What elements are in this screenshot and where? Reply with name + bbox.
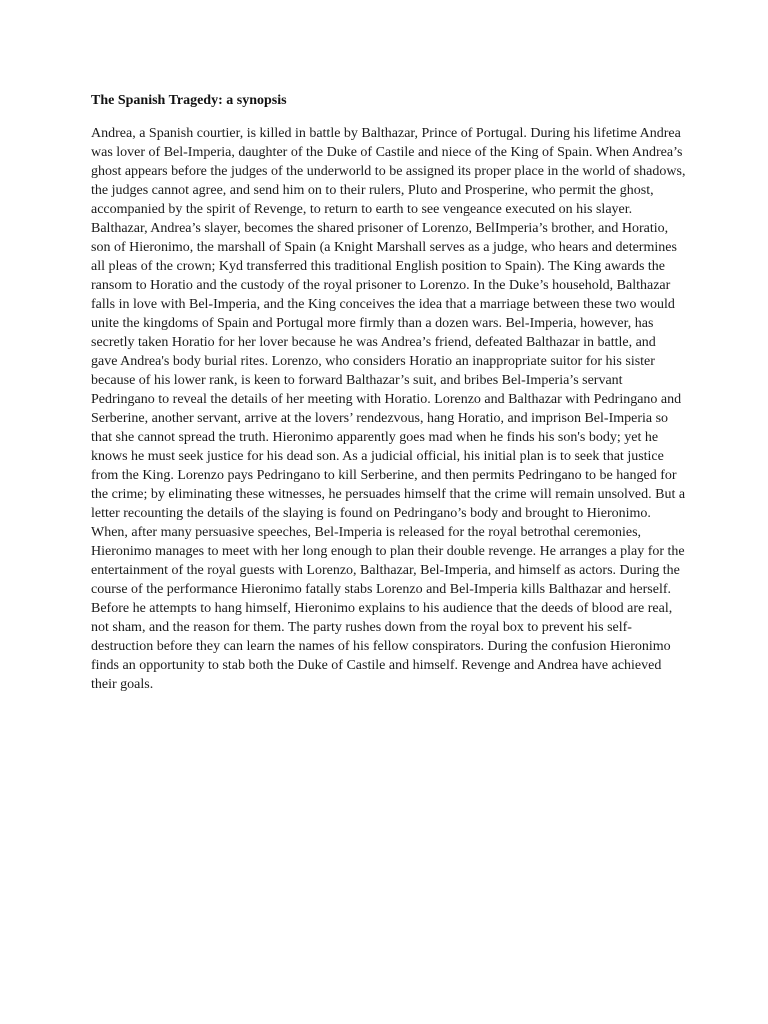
- text-line: that she cannot spread the truth. Hieronimo apparently goes mad when he finds his son's body; yet he: [91, 430, 659, 445]
- text-line: not sham, and the reason for them. The party rushes down from the royal box to prevent his self-: [91, 620, 632, 635]
- text-line: falls in love with Bel-Imperia, and the King conceives the idea that a marriage between these two would: [91, 297, 675, 312]
- text-line: When, after many persuasive speeches, Bel-Imperia is released for the royal betrothal ceremonies,: [91, 525, 642, 540]
- text-line: the judges cannot agree, and send him on to their rulers, Pluto and Prosperine, who permit the ghost,: [91, 183, 654, 198]
- text-line: unite the kingdoms of Spain and Portugal more firmly than a dozen wars. Bel-Imperia, however, has: [91, 316, 654, 331]
- text-line: ransom to Horatio and the custody of the royal prisoner to Lorenzo. In the Duke’s household, Balthazar: [91, 278, 671, 293]
- document-title: The Spanish Tragedy: a synopsis: [91, 93, 287, 108]
- text-line: was lover of Bel-Imperia, daughter of the Duke of Castile and niece of the King of Spain. When Andrea’s: [91, 145, 683, 160]
- text-line: the crime; by eliminating these witnesses, he persuades himself that the crime will remain unsolved. But a: [91, 487, 686, 502]
- text-line: Before he attempts to hang himself, Hieronimo explains to his audience that the deeds of blood are real,: [91, 601, 673, 616]
- text-line: Serberine, another servant, arrive at the lovers’ rendezvous, hang Horatio, and imprison Bel-Imperia so: [91, 411, 669, 426]
- text-line: accompanied by the spirit of Revenge, to return to earth to see vengeance executed on his slayer.: [91, 202, 633, 217]
- text-line: Pedringano to reveal the details of her meeting with Horatio. Lorenzo and Balthazar with Pedringano and: [91, 392, 682, 407]
- text-line: gave Andrea's body burial rites. Lorenzo, who considers Horatio an inappropriate suitor for his sister: [91, 354, 655, 369]
- text-line: Hieronimo manages to meet with her long enough to plan their double revenge. He arranges a play for the: [91, 544, 685, 559]
- text-line: destruction before they can learn the names of his fellow conspirators. During the confusion Hieronimo: [91, 639, 671, 654]
- text-line: because of his lower rank, is keen to forward Balthazar’s suit, and bribes Bel-Imperia’s servant: [91, 373, 623, 388]
- text-line: entertainment of the royal guests with Lorenzo, Balthazar, Bel-Imperia, and himself as actors. During the: [91, 563, 680, 578]
- text-line: all pleas of the crown; Kyd transferred this traditional English position to Spain). The King awards the: [91, 259, 666, 274]
- text-line: letter recounting the details of the slaying is found on Pedringano’s body and brought to Hieronimo.: [91, 506, 651, 521]
- text-line: Balthazar, Andrea’s slayer, becomes the shared prisoner of Lorenzo, BelImperia’s brother, and Horatio,: [91, 221, 669, 236]
- text-line: ghost appears before the judges of the underworld to be assigned its proper place in the world of shadows,: [91, 164, 686, 179]
- text-line: finds an opportunity to stab both the Duke of Castile and himself. Revenge and Andrea have achieved: [91, 658, 662, 673]
- text-line: secretly taken Horatio for her lover because he was Andrea’s friend, defeated Balthazar in battle, and: [91, 335, 656, 350]
- text-line: their goals.: [91, 677, 154, 692]
- text-line: knows he must seek justice for his dead son. As a judicial official, his initial plan is to seek that justice: [91, 449, 664, 464]
- synopsis-paragraph: [91, 124, 685, 694]
- text-line: son of Hieronimo, the marshall of Spain (a Knight Marshall serves as a judge, who hears and determines: [91, 240, 677, 255]
- text-line: from the King. Lorenzo pays Pedringano to kill Serberine, and then permits Pedringano to be hanged for: [91, 468, 677, 483]
- text-line: Andrea, a Spanish courtier, is killed in battle by Balthazar, Prince of Portugal. During his lifetime Andrea: [91, 126, 681, 141]
- text-line: course of the performance Hieronimo fatally stabs Lorenzo and Bel-Imperia kills Balthazar and herself.: [91, 582, 671, 597]
